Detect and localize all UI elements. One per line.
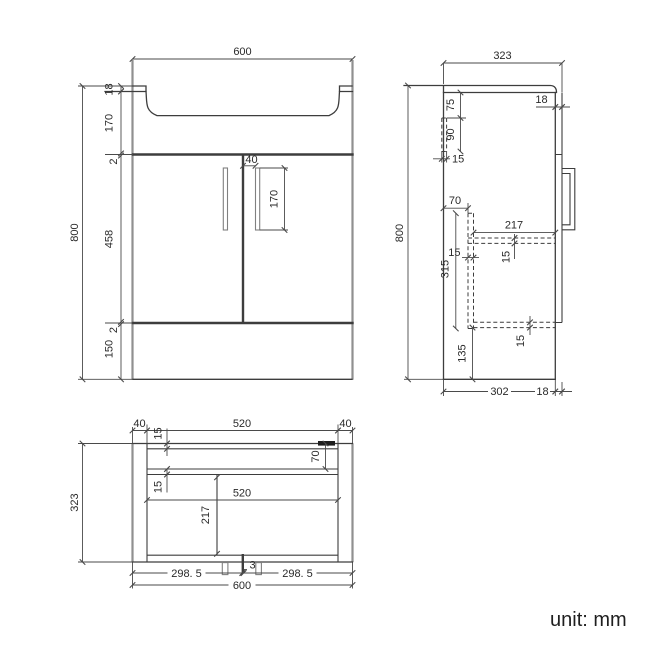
side-door-thickness-dim: 18 [535,94,548,106]
side-divider-thickness-dim: 15 [448,247,461,259]
side-door-front [555,93,562,323]
front-top-thickness-dim: 18 [103,83,116,96]
front-counter-top [105,86,353,92]
side-view [394,50,575,398]
plan-door-left-dim: 298. 5 [171,568,202,580]
side-shelf-depth-dim: 217 [504,219,524,232]
side-bottom-shelf-hidden [474,322,556,327]
side-base-height-dim: 135 [456,344,469,363]
plan-door-right-dim: 298. 5 [282,568,313,580]
side-body-depth-dim: 302 [490,386,509,398]
side-handle-profile [562,169,575,230]
side-height-dim: 800 [394,223,406,243]
plan-left-panel-dim: 40 [133,418,146,430]
side-divider-height-dim: 315 [439,259,452,279]
side-door-thickness-bottom-dim: 18 [536,386,549,398]
side-rail-offset-dim: 75 [445,98,457,112]
plan-door-gap-dim: 3 [249,559,256,572]
front-view [69,46,353,380]
front-handle-length-dim: 170 [268,189,281,209]
side-divider-offset-dim: 70 [448,195,462,207]
front-gap-bottom-dim: 2 [108,326,120,334]
side-divider-hidden [468,213,474,328]
side-shelf-thickness-dim: 15 [500,250,513,264]
front-plinth-dim: 150 [103,339,116,359]
front-door-height-dim: 458 [103,229,116,249]
front-basin-bowl [146,92,340,116]
plan-divider-depth-dim: 217 [200,505,212,525]
plan-inner-width-dim: 520 [232,487,252,500]
plan-top-inner-width-dim: 520 [232,418,252,430]
plan-rail-thickness-dim: 15 [152,480,165,494]
plan-back-rail-dim: 15 [152,427,165,440]
front-handle-offset-dim: 40 [245,154,258,166]
side-bottom-shelf-thickness-dim: 15 [515,334,527,348]
plan-rail-depth-dim: 70 [310,450,322,463]
side-depth-ext [444,63,563,92]
plan-fixing-block [318,441,335,446]
front-width-dim: 600 [233,46,252,58]
bottom-view [69,418,353,592]
front-gap-top-dim: 2 [108,158,120,165]
plan-depth-ext [78,444,133,563]
plan-rails [147,449,338,555]
side-rail-depth-dim: 15 [452,153,465,166]
side-counter [404,86,557,93]
plan-width-dim: 600 [232,580,252,592]
front-height-dim: 800 [69,223,81,242]
plan-right-panel-dim: 40 [339,418,352,430]
front-basin-section-dim: 170 [103,113,116,133]
side-rail-height-dim: 90 [445,128,457,141]
plan-depth-dim: 323 [69,493,81,512]
front-right-door-handle [256,168,260,230]
side-depth-dim: 323 [493,50,512,62]
unit-note: unit: mm [550,609,627,631]
front-left-door-handle [223,168,227,230]
